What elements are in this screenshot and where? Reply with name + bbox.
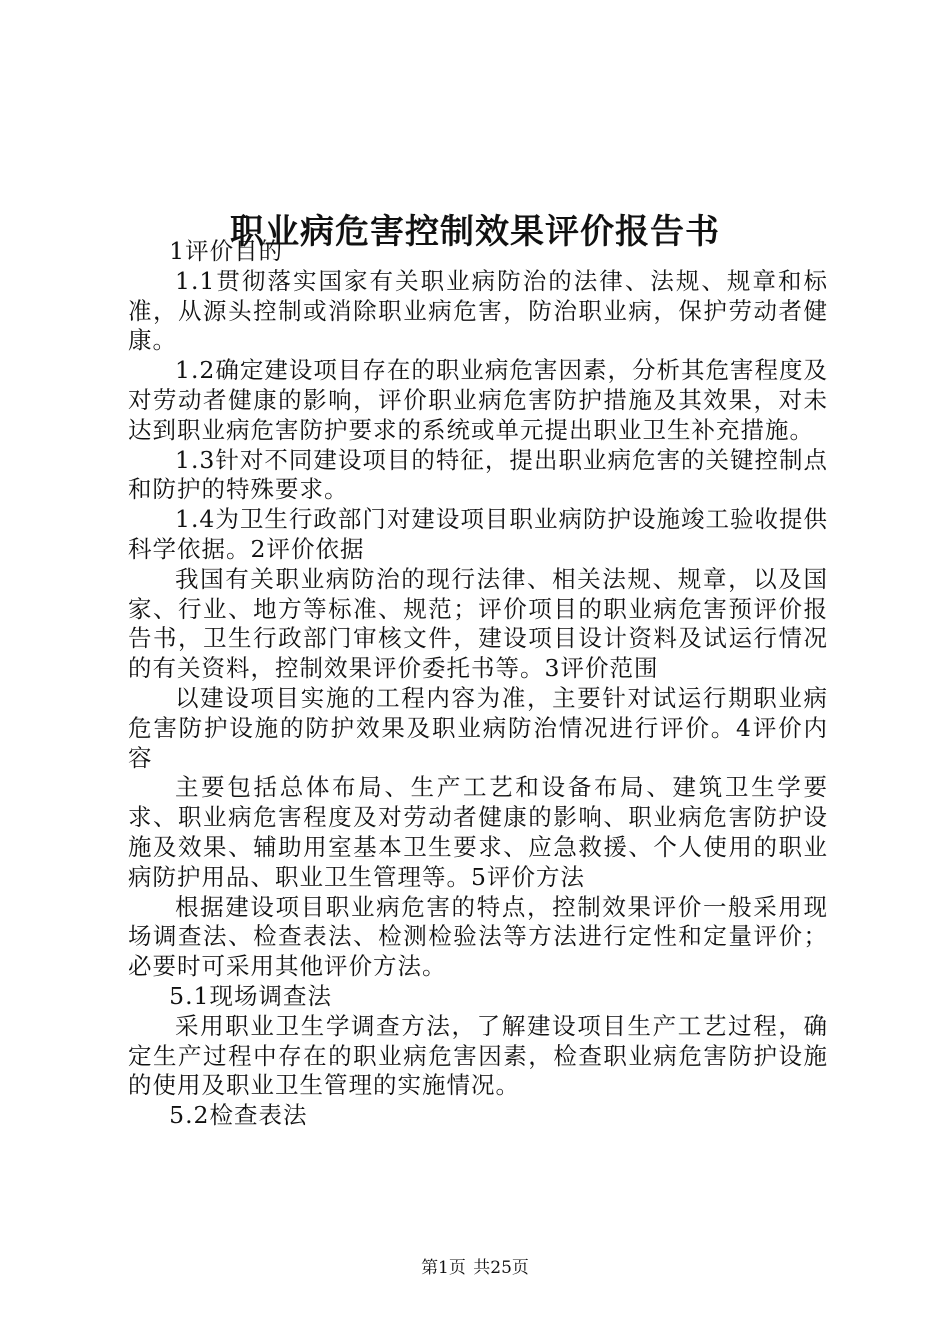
document-title: 职业病危害控制效果评价报告书 xyxy=(230,211,720,252)
paragraph-2: 1.1贯彻落实国家有关职业病防治的法律、法规、规章和标准，从源头控制或消除职业病危害，防治职业病，保护劳动者健康。 xyxy=(128,266,828,355)
document-body xyxy=(128,237,828,1131)
paragraph-11: 采用职业卫生学调查方法，了解建设项目生产工艺过程，确定生产过程中存在的职业病危害因素，检查职业病危害防护设施的使用及职业卫生管理的实施情况。 xyxy=(128,1011,828,1100)
paragraph-7: 以建设项目实施的工程内容为准，主要针对试运行期职业病危害防护设施的防护效果及职业病防治情况进行评价。4评价内容 xyxy=(128,683,828,772)
paragraph-9: 根据建设项目职业病危害的特点，控制效果评价一般采用现场调查法、检查表法、检测检验法等方法进行定性和定量评价；必要时可采用其他评价方法。 xyxy=(128,892,828,981)
page-total: 共25页 xyxy=(473,1258,529,1278)
paragraph-6: 我国有关职业病防治的现行法律、相关法规、规章，以及国家、行业、地方等标准、规范；评价项目的职业病危害预评价报告书，卫生行政部门审核文件，建设项目设计资料及试运行情况的有关资料，控制效果评价委托书等。3评价范围 xyxy=(128,564,828,683)
paragraph-4: 1.3针对不同建设项目的特征，提出职业病危害的关键控制点和防护的特殊要求。 xyxy=(128,445,828,504)
paragraph-10: 5.1现场调查法 xyxy=(169,981,332,1010)
page-footer xyxy=(0,1253,950,1278)
paragraph-5: 1.4为卫生行政部门对建设项目职业病防护设施竣工验收提供科学依据。2评价依据 xyxy=(128,505,828,563)
paragraph-12: 5.2检查表法 xyxy=(169,1101,308,1130)
paragraph-3: 1.2确定建设项目存在的职业病危害因素，分析其危害程度及对劳动者健康的影响，评价职业病危害防护措施及其效果，对未达到职业病危害防护要求的系统或单元提出职业卫生补充措施。 xyxy=(128,356,828,444)
page-number: 第1页 xyxy=(421,1258,466,1278)
paragraph-8: 主要包括总体布局、生产工艺和设备布局、建筑卫生学要求、职业病危害程度及对劳动者健康的影响、职业病危害防护设施及效果、辅助用室基本卫生要求、应急救援、个人使用的职业病防护用品、职业卫生管理等。5评价方法 xyxy=(128,773,828,891)
paragraph-1: 1评价目的 xyxy=(169,237,284,265)
